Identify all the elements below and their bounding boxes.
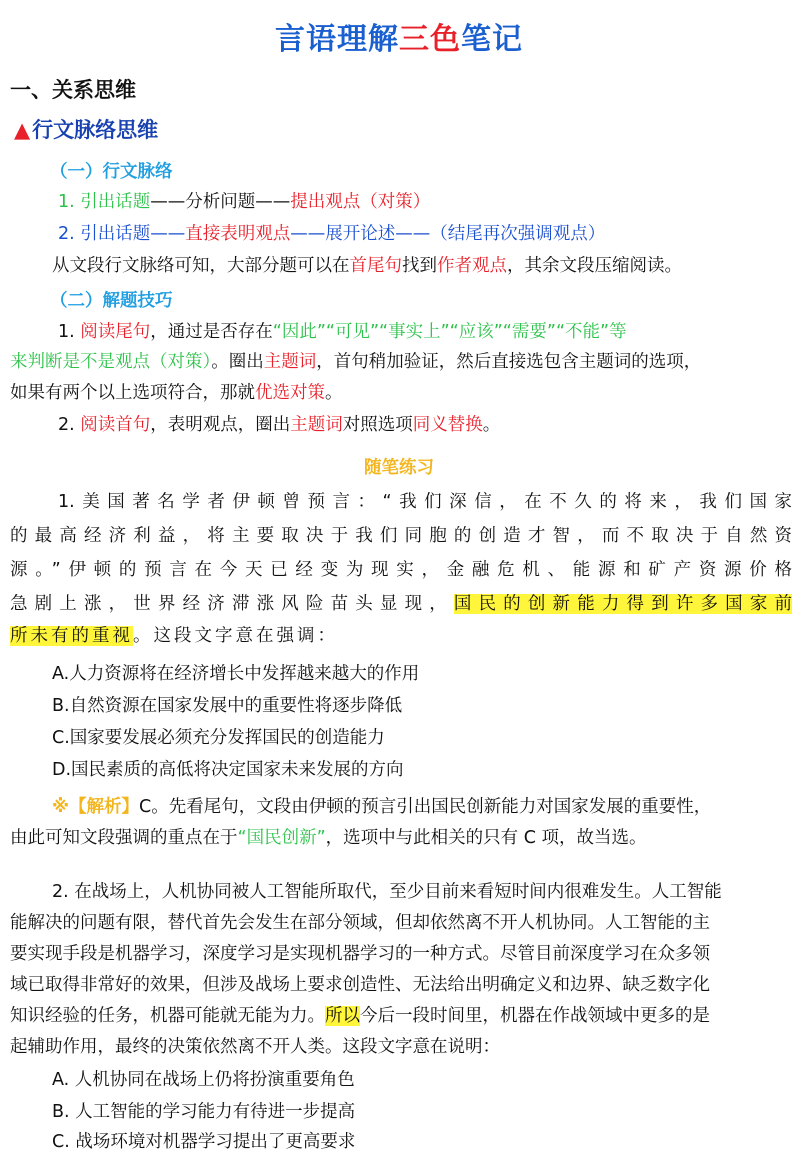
prefer-solution-text: 优选对策 <box>255 383 325 403</box>
summary-text: ，其余文段压缩阅读。 <box>507 256 682 276</box>
structure-line-2 <box>58 218 605 250</box>
q2-text: 知识经验的任务，机器可能就无能为力。 <box>10 1006 325 1026</box>
intro-topic-text: 引出话题 <box>80 224 151 244</box>
title-part-1: 言语理解 <box>275 22 399 57</box>
highlighted-text: 国民的创新能力得到许多国家前 <box>453 594 793 614</box>
key-phrase-text: “国民创新” <box>237 828 326 848</box>
argument-text: 展开论述——（结尾再次强调观点） <box>325 224 606 244</box>
analysis-text: C。先看尾句，文段由伊顿的预言引出国民创新能力对国家发展的重要性， <box>139 797 712 817</box>
topic-word-text: 主题词 <box>290 415 343 435</box>
q2-line-5 <box>10 1000 792 1032</box>
page-title <box>0 14 798 58</box>
q1-line-2: 的最高经济利益，将主要取决于我们同胞的创造才智，而不取决于自然资 <box>10 526 792 546</box>
read-last-text: 阅读尾句 <box>80 322 151 342</box>
read-first-text: 阅读首句 <box>80 415 151 435</box>
item-number: 2. <box>58 224 75 244</box>
tip-2 <box>58 409 500 441</box>
analysis-text: ，选项中与此相关的只有 C 项，故当选。 <box>325 828 647 848</box>
section-heading-relation: 一、关系思维 <box>10 78 136 102</box>
q2-text: 2. 在战场上，人机协同被人工智能所取代，至少目前来看短时间内很难发生。人工智能 <box>52 882 722 902</box>
part-two-heading: （二）解题技巧 <box>50 291 173 311</box>
connector-text: ——分析问题—— <box>150 192 291 212</box>
q1-text: 急剧上涨，世界经济滞涨风险苗头显现， <box>10 594 454 614</box>
q1-option-b: B.自然资源在国家发展中的重要性将逐步降低 <box>52 696 403 716</box>
tip-text: 。 <box>325 383 343 403</box>
structure-summary <box>52 250 682 282</box>
judge-text: 来判断是不是观点（对策） <box>10 352 212 372</box>
synonym-text: 同义替换 <box>412 415 483 435</box>
tip-text: ，首句稍加验证，然后直接选包含主题词的选项， <box>316 352 702 372</box>
item-number: 1. <box>58 322 75 342</box>
triangle-icon: ▲ <box>14 118 31 142</box>
tip-1-row-3 <box>10 377 343 409</box>
tip-text: 对照选项 <box>342 415 413 435</box>
author-view-text: 作者观点 <box>437 256 507 276</box>
analysis-text: 由此可知文段强调的重点在于 <box>10 828 238 848</box>
subsection-label: 行文脉络思维 <box>32 118 159 142</box>
q1-analysis-row-1 <box>52 791 711 823</box>
practice-heading: 随笔练习 <box>364 458 434 478</box>
q2-option-a: A. 人机协同在战场上仍将扮演重要角色 <box>52 1070 355 1090</box>
subsection-heading <box>14 114 158 144</box>
direct-view-text: 直接表明观点 <box>185 224 291 244</box>
tip-text: 。圈出 <box>211 352 264 372</box>
q2-text: 今后一段时间里，机器在作战领域中更多的是 <box>360 1006 710 1026</box>
q1-option-a: A.人力资源将在经济增长中发挥越来越大的作用 <box>52 664 420 684</box>
q1-line-5 <box>10 620 792 652</box>
key-sentence-text: 首尾句 <box>349 256 402 276</box>
connector-text: —— <box>150 224 186 244</box>
q2-line-2: 能解决的问题有限，替代首先会发生在部分领域，但却依然离不开人机协同。人工智能的主 <box>10 913 710 933</box>
tip-text: ，表明观点，圈出 <box>150 415 291 435</box>
q2-line-1 <box>10 876 792 908</box>
q1-option-d: D.国民素质的高低将决定国家未来发展的方向 <box>52 760 404 780</box>
q1-line-4 <box>10 588 792 620</box>
highlighted-text: 所未有的重视 <box>10 626 133 646</box>
tip-text: ，通过是否存在 <box>150 322 273 342</box>
q2-line-3: 要实现手段是机器学习，深度学习是实现机器学习的一种方式。尽管目前深度学习在众多领 <box>10 944 710 964</box>
q2-line-4: 域已取得非常好的效果，但涉及战场上要求创造性、无法给出明确定义和边界、缺乏数字化 <box>10 975 710 995</box>
intro-topic-text: 引出话题 <box>80 192 151 212</box>
tip-1-row-2 <box>10 346 701 378</box>
connector-text: —— <box>290 224 326 244</box>
summary-text: 找到 <box>402 256 437 276</box>
q1-option-c: C.国家要发展必须充分发挥国民的创造能力 <box>52 728 385 748</box>
title-part-3: 笔记 <box>461 22 523 57</box>
q1-text: 1.美国著名学者伊顿曾预言：“我们深信，在不久的将来，我们国家 <box>58 492 792 512</box>
keyword-list: “因此”“可见”“事实上”“应该”“需要”“不能”等 <box>272 322 627 342</box>
highlighted-text: 所以 <box>325 1006 360 1026</box>
analysis-label: ※【解析】 <box>52 797 140 817</box>
title-part-2: 三色 <box>399 22 461 57</box>
structure-line-1 <box>58 186 430 218</box>
q1-line-3: 源。”伊顿的预言在今天已经变为现实，金融危机、能源和矿产资源价格 <box>10 560 792 580</box>
tip-1-row-1 <box>58 316 627 348</box>
tip-text: 如果有两个以上选项符合，那就 <box>10 383 255 403</box>
topic-word-text: 主题词 <box>263 352 317 372</box>
q1-analysis-row-2 <box>10 822 646 854</box>
q1-text: 。这段文字意在强调： <box>133 626 338 646</box>
q2-option-c: C. 战场环境对机器学习提出了更高要求 <box>52 1132 356 1152</box>
item-number: 1. <box>58 192 75 212</box>
q2-line-6: 起辅助作用，最终的决策依然离不开人类。这段文字意在说明： <box>10 1037 500 1057</box>
summary-text: 从文段行文脉络可知，大部分题可以在 <box>52 256 350 276</box>
q1-line-1 <box>10 486 792 518</box>
tip-text: 。 <box>482 415 501 435</box>
q2-option-b: B. 人工智能的学习能力有待进一步提高 <box>52 1102 356 1122</box>
viewpoint-text: 提出观点（对策） <box>290 192 431 212</box>
item-number: 2. <box>58 415 75 435</box>
part-one-heading: （一）行文脉络 <box>50 162 173 182</box>
